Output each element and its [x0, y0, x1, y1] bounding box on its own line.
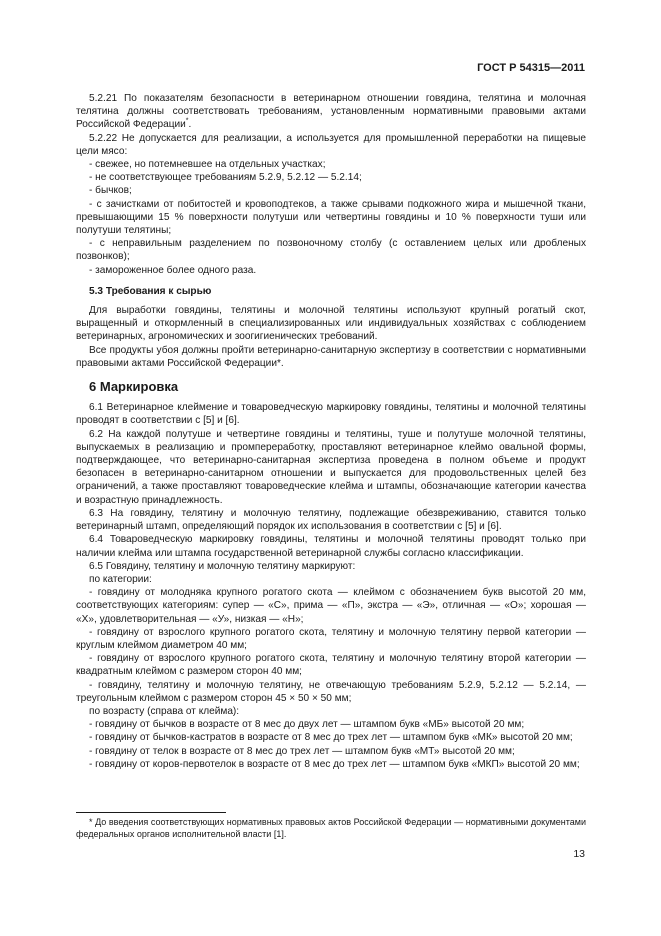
paragraph: 6.1 Ветеринарное клеймение и товароведческую маркировку говядины, телятины и молочной телятины проводят в соответствии с [5] и [6]. [76, 402, 586, 427]
paragraph: Все продукты убоя должны пройти ветеринарно-санитарную экспертизу в соответствии с нормативными правовыми актами Российской Федерации*. [76, 344, 586, 369]
category-label: по категории: [89, 573, 152, 585]
list-item: - свежее, но потемневшее на отдельных участках; [89, 159, 326, 171]
standard-header: ГОСТ Р 54315—2011 [477, 62, 585, 74]
section-heading-6: 6 Маркировка [89, 379, 179, 395]
list-item: - с неправильным разделением по позвоночному столбу (с оставлением целых или дробленых позвонков); [76, 238, 586, 263]
list-item: - говядину от коров-первотелок в возрасте от 8 мес до трех лет — штампом букв «МКП» высотой 20 мм; [89, 758, 580, 770]
paragraph: 6.4 Товароведческую маркировку говядины, телятины и молочной телятины проводят только при наличии клейма или штампа государственной ветеринарной службы согласно классификации. [76, 534, 586, 559]
paragraph-5-2-22-intro: 5.2.22 Не допускается для реализации, а используется для промышленной переработки на пищевые цели мясо: [76, 132, 586, 157]
document-body [76, 92, 586, 771]
list-item: - говядину от бычков в возрасте от 8 мес до двух лет — штампом букв «МБ» высотой 20 мм; [89, 719, 525, 731]
footnote-mark: * [185, 118, 189, 126]
paragraph-5-2-21-text: 5.2.21 По показателям безопасности в ветеринарном отношении говядина, телятина и молочная телятина должны соответствовать требованиям, установленным нормативными правовыми актами Российской Федерации [76, 93, 586, 131]
list-item: - говядину от молодняка крупного рогатого скота — клеймом с обозначением букв высотой 20 мм, соответствующих категориям: супер — «С», прима — «П», экстра — «Э», отличная — «О»; хорошая — «Х», удовлетворительная — «У», низкая — «Н»; [76, 587, 586, 625]
list-item: - замороженное более одного раза. [89, 264, 257, 276]
paragraph: 6.2 На каждой полутуше и четвертине говядины и телятины, туше и полутуше молочной телятины, выпускаемых в реализацию и промпереработку, проставляют ветеринарное клеймо овальной формы, подтверждающее, что ветеринарно-санитарная экспертиза проведена в полном объеме и продукт безопасен в ветеринарно-санитарном отношении и выпускается для продовольственных целей без ограничений, а также проставляют товароведческие клейма и штампы, обозначающие категории качества и возрастную принадлежность. [76, 428, 586, 506]
list-item: - говядину от взрослого крупного рогатого скота, телятину и молочную телятину второй категории — квадратным клеймом с размером сторон 40 мм; [76, 653, 586, 678]
list-item: - бычков; [89, 185, 132, 197]
footnote: * До введения соответствующих нормативных правовых актов Российской Федерации — нормативными документами федеральных органов исполнительной власти [1]. [76, 817, 586, 839]
list-item: - говядину от взрослого крупного рогатого скота, телятину и молочную телятину первой категории — круглым клеймом диаметром 40 мм; [76, 626, 586, 651]
paragraph: 6.5 Говядину, телятину и молочную телятину маркируют: [89, 560, 356, 572]
paragraph-5-2-21 [76, 92, 586, 132]
list-item: - говядину от бычков-кастратов в возрасте от 8 мес до трех лет — штампом букв «МК» высотой 20 мм; [89, 732, 573, 744]
paragraph: Для выработки говядины, телятины и молочной телятины используют крупный рогатый скот, выращенный и откормленный в специализированных или индивидуальных хозяйствах с соблюдением ветеринарных, агрономических и зоогигиенических требований. [76, 305, 586, 343]
subsection-heading-5-3: 5.3 Требования к сырью [89, 285, 212, 297]
list-item: - с зачистками от побитостей и кровоподтеков, а также срывами подкожного жира и мышечной ткани, превышающими 15 % поверхности полутуши или четвертины говядины и 10 % поверхности туши или полутуши телятины; [76, 198, 586, 237]
age-label: по возрасту (справа от клейма): [89, 705, 240, 717]
page-number: 13 [573, 848, 585, 860]
footnote-divider [76, 812, 226, 813]
paragraph: 6.3 На говядину, телятину и молочную телятину, подлежащие обезвреживанию, ставится только ветеринарный штамп, определяющий порядок их использования в соответствии с [5] и [6]. [76, 507, 586, 533]
list-item: - говядину, телятину и молочную телятину, не отвечающую требованиям 5.2.9, 5.2.12 — 5.2.14, — треугольным клеймом с размером сторон 45 × 50 × 50 мм; [76, 679, 586, 704]
paragraph-5-2-21-end: . [188, 119, 192, 131]
list-item: - говядину от телок в возрасте от 8 мес до трех лет — штампом букв «МТ» высотой 20 мм; [89, 745, 515, 757]
list-item: - не соответствующее требованиям 5.2.9, 5.2.12 — 5.2.14; [89, 172, 362, 184]
